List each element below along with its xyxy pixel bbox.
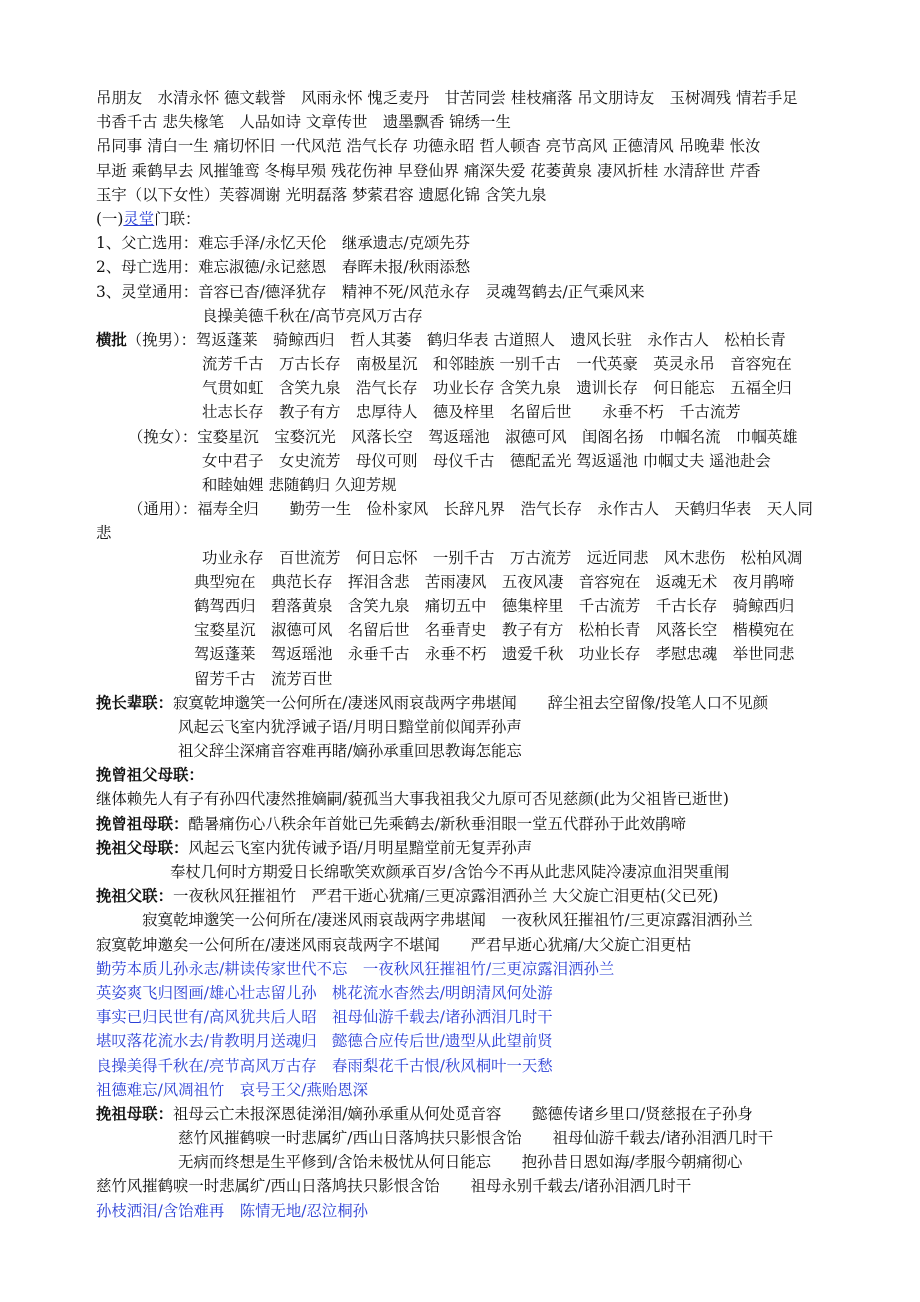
section-label: 挽曾祖父母联： — [96, 766, 204, 785]
line-text: 奉杖几何时方期爱日长绵歌笑欢颜承百岁/含饴今不再从此悲风陡冷凄凉血泪哭重闱 — [170, 863, 730, 881]
line-text: 2、母亡选用：难忘淑德/永记慈恩 春晖未报/秋雨添愁 — [96, 258, 471, 277]
line-text: 祖父辞尘深痛音容难再睹/嫡孙承重回思教诲怎能忘 — [178, 742, 522, 761]
line-text: 3、灵堂通用：音容已杳/德泽犹存 精神不死/风范永存 灵魂驾鹤去/正气乘风来 — [96, 282, 645, 301]
line-text: 祖母云亡未报深恩徒涕泪/嫡孙承重从何处觅音容 懿德传诸乡里口/贤慈报在子孙身 — [172, 1104, 753, 1123]
line-suffix: 门联： — [154, 209, 201, 228]
text-line — [96, 787, 826, 811]
line-text: 和睦妯娌 悲随鹤归 久迎芳规 — [202, 476, 397, 494]
line-text: （挽女）：宝婺星沉 宝婺沉光 风落长空 驾返瑶池 淑德可风 闺阁名扬 巾帼名流 巾帼英雄 — [128, 427, 798, 446]
line-text: 寂寞乾坤邈笑一公何所在/凄迷风雨哀哉两字弗堪闻 一夜秋风狂摧祖竹/三更凉露泪洒孙兰 — [96, 911, 753, 930]
line-text: 功业永存 百世流芳 何日忘怀 一别千古 万古流芳 远近同悲 风木悲伤 松柏风凋 — [202, 548, 803, 567]
text-line — [96, 1199, 826, 1223]
text-line — [96, 449, 826, 473]
line-text: 良操美得千秋在/亮节高风万古存 春雨梨花千古恨/秋风桐叶一天愁 — [96, 1056, 553, 1075]
section-heading-line — [96, 1102, 826, 1126]
text-line — [96, 255, 826, 279]
line-text: 壮志长存 教子有方 忠厚待人 德及梓里 名留后世 永垂不朽 千古流芳 — [202, 403, 741, 422]
line-text: 无病而终想是生平修到/含饴未极忧从何日能忘 抱孙昔日恩如海/孝服今朝痛彻心 — [178, 1153, 743, 1172]
line-text: 悲 — [96, 524, 112, 543]
line-text: 吊朋友 水清永怀 德文载誉 风雨永怀 愧乏麦丹 甘苦同尝 桂枝痛落 吊文朋诗友 玉树凋残 情若手足 — [96, 89, 798, 107]
line-text: 女中君子 女史流芳 母仪可则 母仪千古 德配孟光 驾返遥池 巾帼丈夫 遥池赴会 — [202, 451, 771, 470]
text-line — [96, 908, 826, 932]
text-line — [96, 280, 826, 304]
section-label: 挽祖父母联： — [96, 838, 189, 857]
text-line — [96, 1150, 826, 1174]
section-heading-line — [96, 691, 826, 715]
line-text: 一夜秋风狂摧祖竹 严君干逝心犹痛/三更凉露泪洒孙兰 大父旋亡泪更枯(父已死) — [172, 887, 719, 906]
line-text: 堪叹落花流水去/肯教明月送魂归 懿德合应传后世/遗型从此望前贤 — [96, 1032, 553, 1051]
section-label: 挽祖父联： — [96, 887, 173, 906]
section-heading-line — [96, 763, 826, 787]
line-text: 祖德难忘/风凋祖竹 哀号王父/燕贻恩深 — [96, 1080, 369, 1099]
line-text: 留芳千古 流芳百世 — [194, 669, 333, 688]
line-prefix: (一) — [96, 209, 124, 228]
line-text: 良操美德千秋在/高节亮风万古存 — [202, 306, 423, 325]
line-text: 慈竹风摧鹤唳一时悲属纩/西山日落鸠扶只影恨含饴 祖母仙游千载去/诸孙泪洒几时干 — [178, 1129, 774, 1148]
text-line — [96, 715, 826, 739]
text-line — [96, 933, 826, 957]
line-text: 驾返蓬莱 驾返瑶池 永垂千古 永垂不朽 遗爱千秋 功业长存 孝慰忠魂 举世同悲 — [194, 645, 795, 664]
line-text: 早逝 乘鹤早去 风摧雏鸾 冬梅早殒 残花伤神 早登仙界 痛深失爱 花萎黄泉 凄风折桂 水清辞世 芹香 — [96, 161, 761, 180]
text-line — [96, 1005, 826, 1029]
text-line — [96, 304, 826, 328]
section-heading-line — [96, 836, 826, 860]
section-label: 挽曾祖母联： — [96, 814, 189, 833]
line-text: 勤劳本质儿孙永志/耕读传家世代不忘 一夜秋风狂摧祖竹/三更凉露泪洒孙兰 — [96, 959, 615, 978]
text-line — [96, 159, 826, 183]
text-line — [96, 739, 826, 763]
text-line — [96, 546, 826, 570]
section-label: 挽长辈联： — [96, 693, 173, 712]
text-line — [96, 860, 826, 884]
text-line — [96, 570, 826, 594]
line-text: 玉宇（以下女性）芙蓉凋谢 光明磊落 梦萦君容 遗愿化锦 含笑九泉 — [96, 185, 547, 204]
line-text: 气贯如虹 含笑九泉 浩气长存 功业长存 含笑九泉 遗训长存 何日能忘 五福全归 — [202, 379, 792, 398]
link-line — [96, 207, 826, 231]
line-text: （通用）：福寿全归 勤劳一生 俭朴家风 长辞凡界 浩气长存 永作古人 天鹤归华表 天人同 — [128, 500, 813, 519]
line-text: 英姿爽飞归图画/雄心壮志留儿孙 桃花流水杳然去/明朗清风何处游 — [96, 983, 553, 1002]
section-heading-line — [96, 812, 826, 836]
text-line — [96, 667, 826, 691]
text-line — [96, 134, 826, 158]
line-text: 1、父亡选用：难忘手泽/永忆天伦 继承遗志/克颂先芬 — [96, 234, 471, 253]
line-text: 酷暑痛伤心八秩余年首妣已先乘鹤去/新秋垂泪眼一堂五代群孙于此效鹃啼 — [188, 814, 687, 833]
text-line — [96, 1054, 826, 1078]
line-text: 慈竹风摧鹤唳一时悲属纩/西山日落鸠扶只影恨含饴 祖母永别千载去/诸孙泪洒几时干 — [96, 1177, 692, 1196]
line-text: 典型宛在 典范长存 挥泪含悲 苦雨凄风 五夜风凄 音容宛在 返魂无术 夜月鹃啼 — [194, 572, 795, 591]
text-line — [96, 957, 826, 981]
line-text: 风起云飞室内犹传诫予语/月明星黯堂前无复弄孙声 — [188, 838, 533, 857]
text-line — [96, 110, 826, 134]
line-text: 孙枝洒泪/含饴难再 陈情无地/忍泣桐孙 — [96, 1201, 369, 1220]
text-line — [96, 1174, 826, 1198]
line-text: 书香千古 悲失椽笔 人品如诗 文章传世 遗墨飘香 锦绣一生 — [96, 113, 511, 132]
line-text: 宝婺星沉 淑德可风 名留后世 名垂青史 教子有方 松柏长青 风落长空 楷模宛在 — [194, 621, 795, 640]
section-heading-line — [96, 328, 826, 352]
text-line — [96, 86, 826, 110]
text-line — [96, 473, 826, 497]
text-line — [96, 521, 826, 545]
line-text: 寂寞乾坤邀矣一公何所在/凄迷风雨哀哉两字不堪闻 严君早逝心犹痛/大父旋亡泪更枯 — [96, 935, 692, 954]
section-label: 挽祖母联： — [96, 1104, 173, 1123]
text-line — [96, 981, 826, 1005]
line-text: 风起云飞室内犹浮诫子语/月明日黯堂前似闻弄孙声 — [178, 717, 522, 736]
text-line — [96, 642, 826, 666]
text-line — [96, 618, 826, 642]
section-label: 横批 — [96, 330, 127, 349]
line-text: 流芳千古 万古长存 南极星沉 和邻睦族 一别千古 一代英豪 英灵永吊 音容宛在 — [202, 355, 792, 374]
text-line — [96, 1126, 826, 1150]
text-line — [96, 231, 826, 255]
lingtang-link[interactable]: 灵堂 — [123, 209, 155, 228]
document-page — [96, 86, 826, 1223]
text-line — [96, 1029, 826, 1053]
text-line — [96, 594, 826, 618]
text-line — [96, 425, 826, 449]
line-text: 鹤驾西归 碧落黄泉 含笑九泉 痛切五中 德集梓里 千古流芳 千古长存 骑鲸西归 — [194, 596, 795, 615]
line-text: （挽男）：驾返蓬莱 骑鲸西归 哲人其萎 鹤归华表 古道照人 遗风长驻 永作古人 松柏长青 — [126, 330, 786, 349]
text-line — [96, 376, 826, 400]
text-line — [96, 183, 826, 207]
text-line — [96, 400, 826, 424]
text-line — [96, 1078, 826, 1102]
line-text: 吊同事 清白一生 痛切怀旧 一代风范 浩气长存 功德永昭 哲人顿杳 亮节高风 正德清风 吊晚辈 怅汝 — [96, 137, 761, 156]
text-line — [96, 497, 826, 521]
section-heading-line — [96, 884, 826, 908]
line-text: 事实已归民世有/高风犹共后人昭 祖母仙游千载去/诸孙洒泪几时干 — [96, 1008, 553, 1027]
line-text: 寂寞乾坤邈笑一公何所在/凄迷风雨哀哉两字弗堪闻 辞尘祖去空留像/投笔人口不见颜 — [172, 693, 769, 712]
text-line — [96, 352, 826, 376]
line-text: 继体赖先人有子有孙四代凄然推嫡嗣/藐孤当大事我祖我父九原可否见慈颜(此为父祖皆已逝世) — [96, 790, 729, 809]
